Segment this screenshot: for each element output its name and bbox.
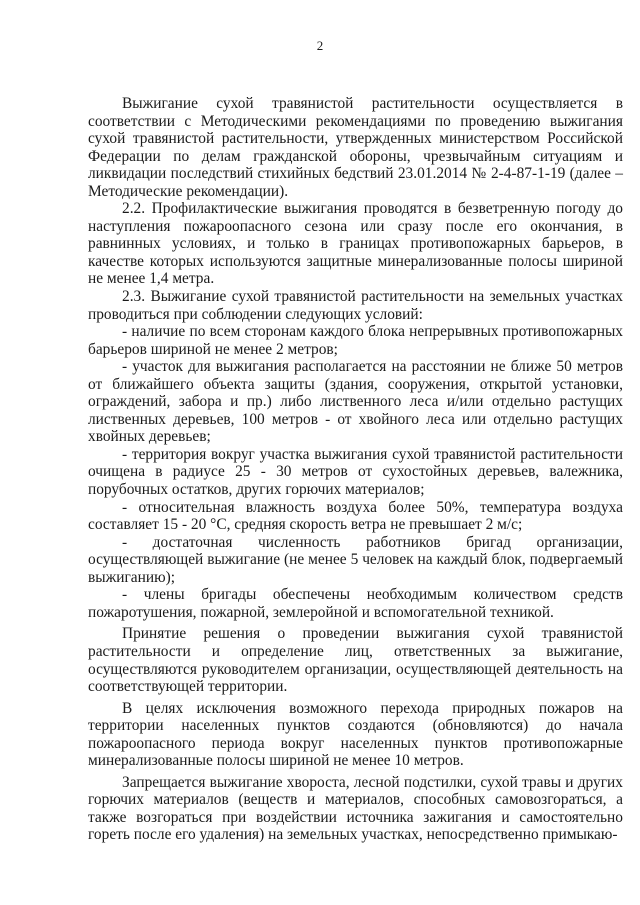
condition-item: - территория вокруг участка выжигания сухой травянистой растительности очищена в радиусе 25 - 30 метров от сухостойных деревьев, валежника, порубочных остатков, других горючих материалов; [88,445,623,499]
paragraph-intro: Выжигание сухой травянистой растительности осуществляется в соответствии с Методическими рекомендациями по проведению выжигания сухой травянистой растительности, утвержденных министерством Российской Федерации по делам гражданской обороны, чрезвычайным ситуациям и ликвидации последствий стихийных бедствий 23.01.2014 № 2-4-87-1-19 (далее – Методические рекомендации). [88,95,623,200]
paragraph-prohibition: Запрещается выжигание хвороста, лесной подстилки, сухой травы и других горючих материалов (веществ и материалов, способных самовозгораться, а также возгораться при воздействии источника зажигания и самостоятельно гореть после его удаления) на земельных участках, непосредственно примыкаю- [88,773,623,844]
document-body [88,95,623,844]
condition-item: - достаточная численность работников бригад организации, осуществляющей выжигание (не менее 5 человек на каждый блок, подвергаемый выжиганию); [88,533,623,586]
paragraph-2-3: 2.3. Выжигание сухой травянистой растительности на земельных участках проводиться при соблюдении следующих условий: [88,288,623,323]
condition-item: - наличие по всем сторонам каждого блока непрерывных противопожарных барьеров шириной не менее 2 метров; [88,323,623,358]
page-number: 2 [316,38,324,53]
condition-item: - члены бригады обеспечены необходимым количеством средств пожаротушения, пожарной, землеройной и вспомогательной техникой. [88,586,623,621]
paragraph-2-2: 2.2. Профилактические выжигания проводятся в безветренную погоду до наступления пожароопасного сезона или сразу после его окончания, в равнинных условиях, и только в границах противопожарных барьеров, в качестве которых используются защитные минерализованные полосы шириной не менее 1,4 метра. [88,200,623,288]
paragraph-decision: Принятие решения о проведении выжигания сухой травянистой растительности и определение лиц, ответственных за выжигание, осуществляются руководителем организации, осуществляющей деятельность на соответствующей территории. [88,625,623,696]
condition-item: - относительная влажность воздуха более 50%, температура воздуха составляет 15 - 20 °С, средняя скорость ветра не превышает 2 м/с; [88,498,623,534]
paragraph-settlements: В целях исключения возможного перехода природных пожаров на территории населенных пунктов создаются (обновляются) до начала пожароопасного периода вокруг населенных пунктов противопожарные минерализованные полосы шириной не менее 10 метров. [88,699,623,770]
condition-item: - участок для выжигания располагается на расстоянии не ближе 50 метров от ближайшего объекта защиты (здания, сооружения, открытой установки, ограждений, забора и пр.) либо лиственного леса и/или отдельно растущих лиственных деревьев, 100 метров - от хвойного леса или отдельно растущих хвойных деревьев; [88,358,623,446]
